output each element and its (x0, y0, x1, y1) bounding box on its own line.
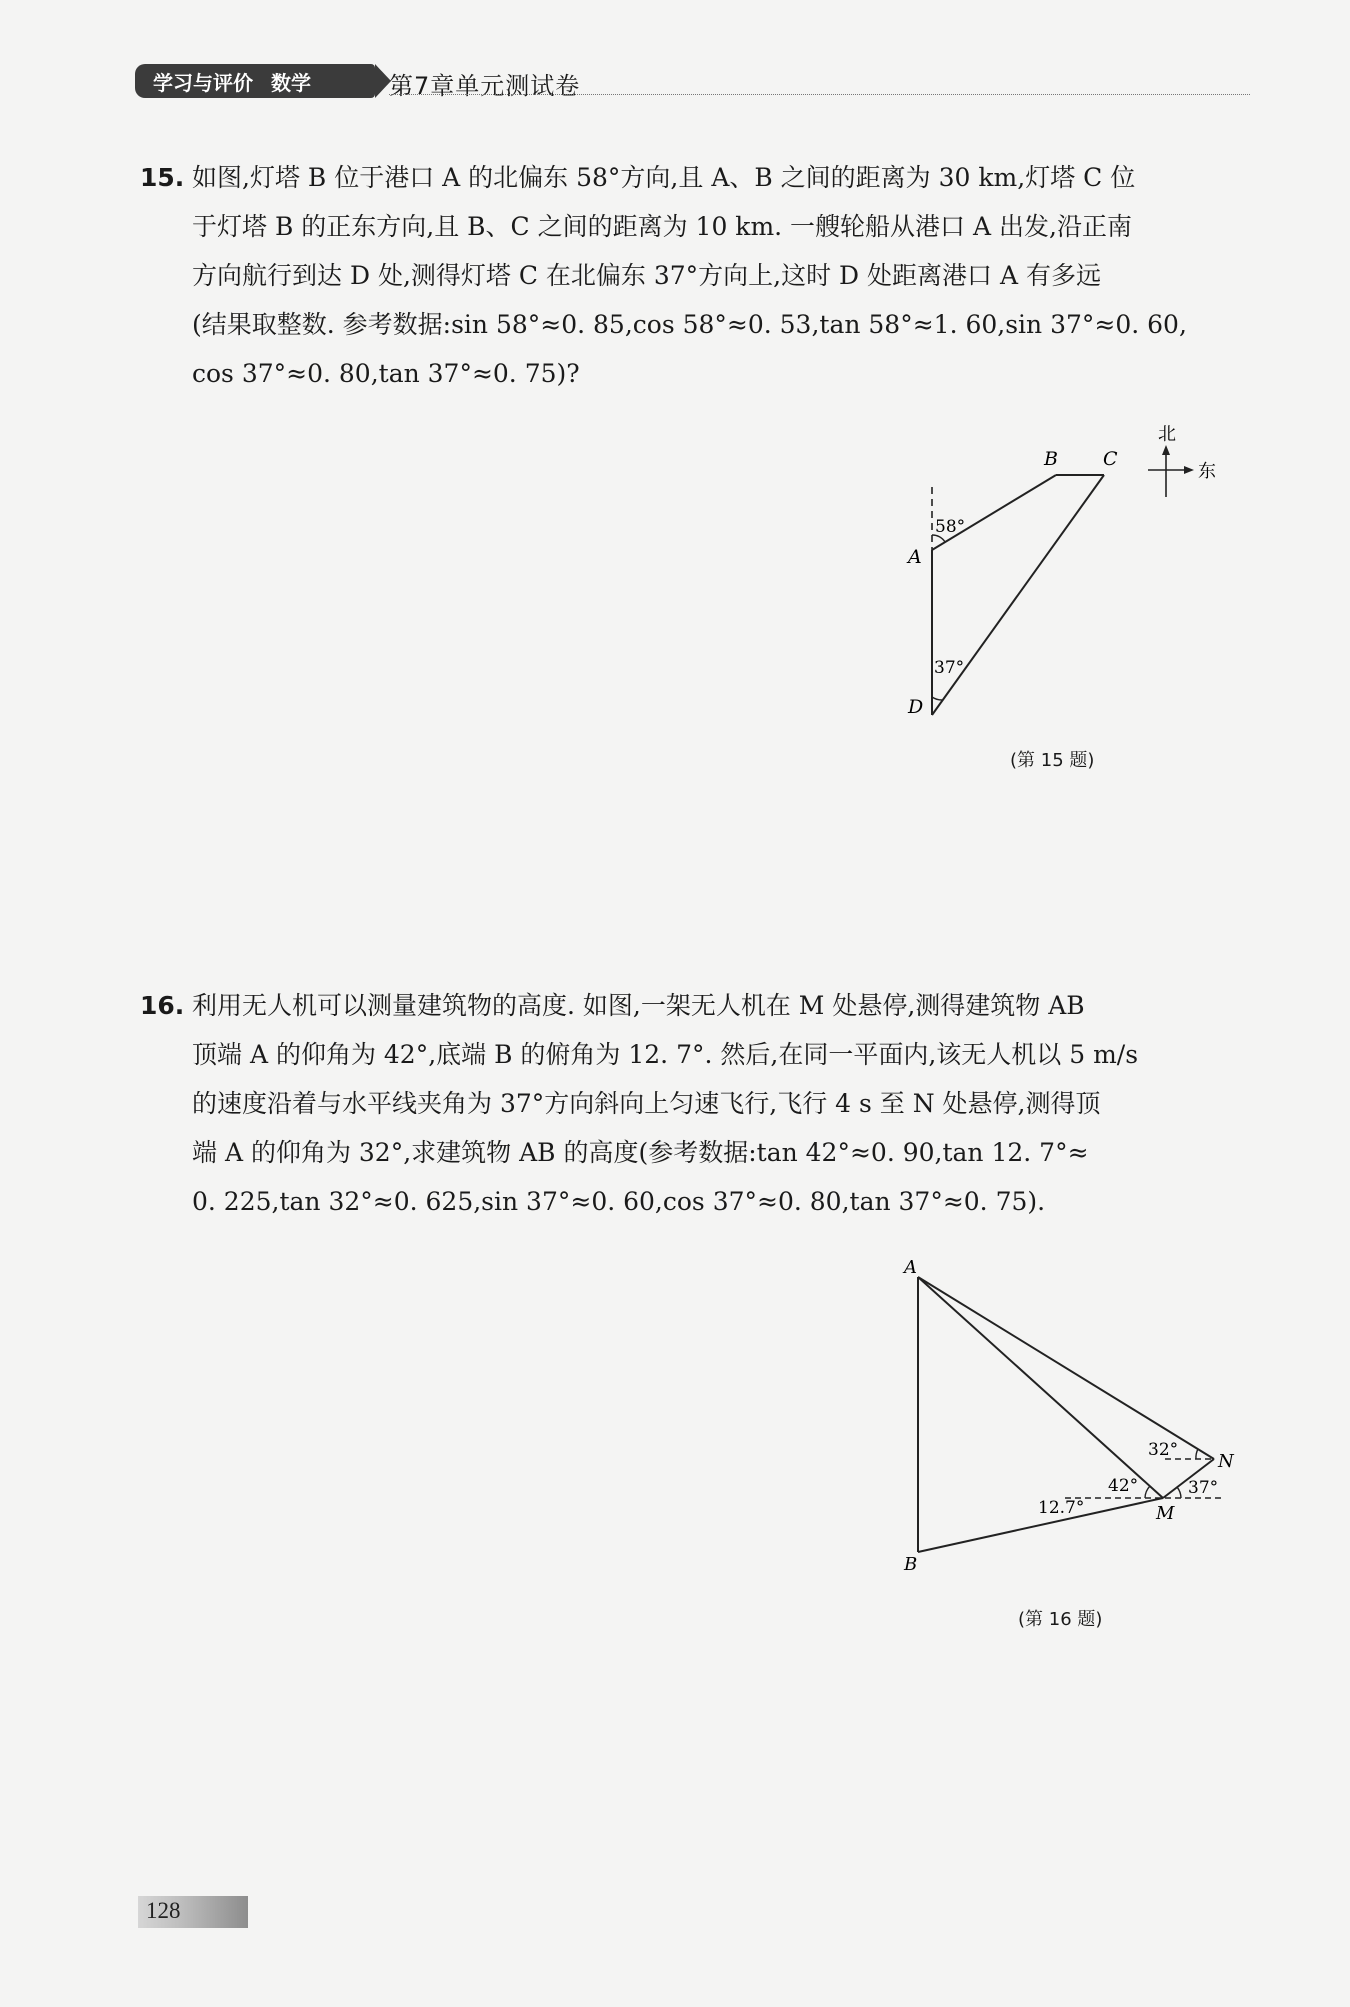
angle-label-37: 37° (1188, 1478, 1219, 1498)
problem-text-line: 利用无人机可以测量建筑物的高度. 如图,一架无人机在 M 处悬停,测得建筑物 AB (192, 991, 1085, 1020)
problem-text-line: (结果取整数. 参考数据:sin 58°≈0. 85,cos 58°≈0. 53,tan 58°≈1. 60,sin 37°≈0. 60, (192, 310, 1187, 339)
angle-arc-d (932, 697, 942, 700)
problem-text-line: 方向航行到达 D 处,测得灯塔 C 在北偏东 37°方向上,这时 D 处距离港口 A 有多远 (192, 261, 1101, 290)
problem-text-line: 0. 225,tan 32°≈0. 625,sin 37°≈0. 60,cos 37°≈0. 80,tan 37°≈0. 75). (192, 1187, 1046, 1216)
label-n: N (1218, 1451, 1234, 1472)
segment-cd (932, 475, 1104, 715)
label-a: A (908, 546, 922, 568)
label-c: C (1103, 448, 1118, 470)
problem-text-line: 如图,灯塔 B 位于港口 A 的北偏东 58°方向,且 A、B 之间的距离为 30 km,灯塔 C 位 (192, 163, 1136, 192)
angle-label-58: 58° (935, 517, 966, 537)
angle-label-42: 42° (1108, 1476, 1139, 1496)
label-a: A (904, 1257, 917, 1278)
problem-text-line: 顶端 A 的仰角为 42°,底端 B 的俯角为 12. 7°. 然后,在同一平面内,该无人机以 5 m/s (192, 1040, 1139, 1069)
figure-16-caption: (第 16 题) (1018, 1609, 1103, 1630)
angle-arc-n (1196, 1449, 1198, 1459)
angle-label-32: 32° (1148, 1440, 1179, 1460)
header-badge (135, 64, 375, 98)
page-number: 128 (146, 1898, 181, 1923)
segment-an (918, 1277, 1214, 1459)
problem-text-line: cos 37°≈0. 80,tan 37°≈0. 75)? (192, 359, 580, 388)
segment-am (918, 1277, 1163, 1498)
unit-title: 第7章单元测试卷 (389, 72, 581, 100)
problem-15 (140, 153, 1250, 398)
book-name: 学习与评价 (153, 70, 253, 95)
angle-arc-m-37 (1177, 1487, 1181, 1498)
page-number-tab (138, 1896, 248, 1928)
segment-ab (932, 475, 1056, 550)
label-m: M (1156, 1503, 1175, 1524)
compass-north-label: 北 (1158, 424, 1176, 445)
angle-label-12-7: 12.7° (1038, 1498, 1085, 1518)
problem-text-line: 于灯塔 B 的正东方向,且 B、C 之间的距离为 10 km. 一艘轮船从港口 A 出发,沿正南 (192, 212, 1132, 241)
problem-number: 15. (140, 163, 185, 192)
problem-text-line: 端 A 的仰角为 32°,求建筑物 AB 的高度(参考数据:tan 42°≈0. 90,tan 12. 7°≈ (192, 1138, 1089, 1167)
subject-name: 数学 (271, 70, 311, 95)
label-d: D (908, 696, 924, 718)
angle-label-37: 37° (934, 658, 965, 678)
angle-arc-m-42 (1145, 1486, 1150, 1498)
header-divider (389, 94, 1250, 95)
figure-16 (900, 1255, 1250, 1575)
problem-16 (140, 981, 1250, 1226)
figure-15-caption: (第 15 题) (1010, 750, 1095, 771)
compass-icon (1148, 445, 1194, 497)
problem-number: 16. (140, 991, 185, 1020)
figure-15 (890, 415, 1250, 725)
page-header (135, 64, 1250, 98)
problem-text-line: 的速度沿着与水平线夹角为 37°方向斜向上匀速飞行,飞行 4 s 至 N 处悬停,测得顶 (192, 1089, 1101, 1118)
label-b: B (904, 1554, 918, 1575)
label-b: B (1044, 448, 1058, 470)
compass-east-label: 东 (1198, 461, 1216, 482)
